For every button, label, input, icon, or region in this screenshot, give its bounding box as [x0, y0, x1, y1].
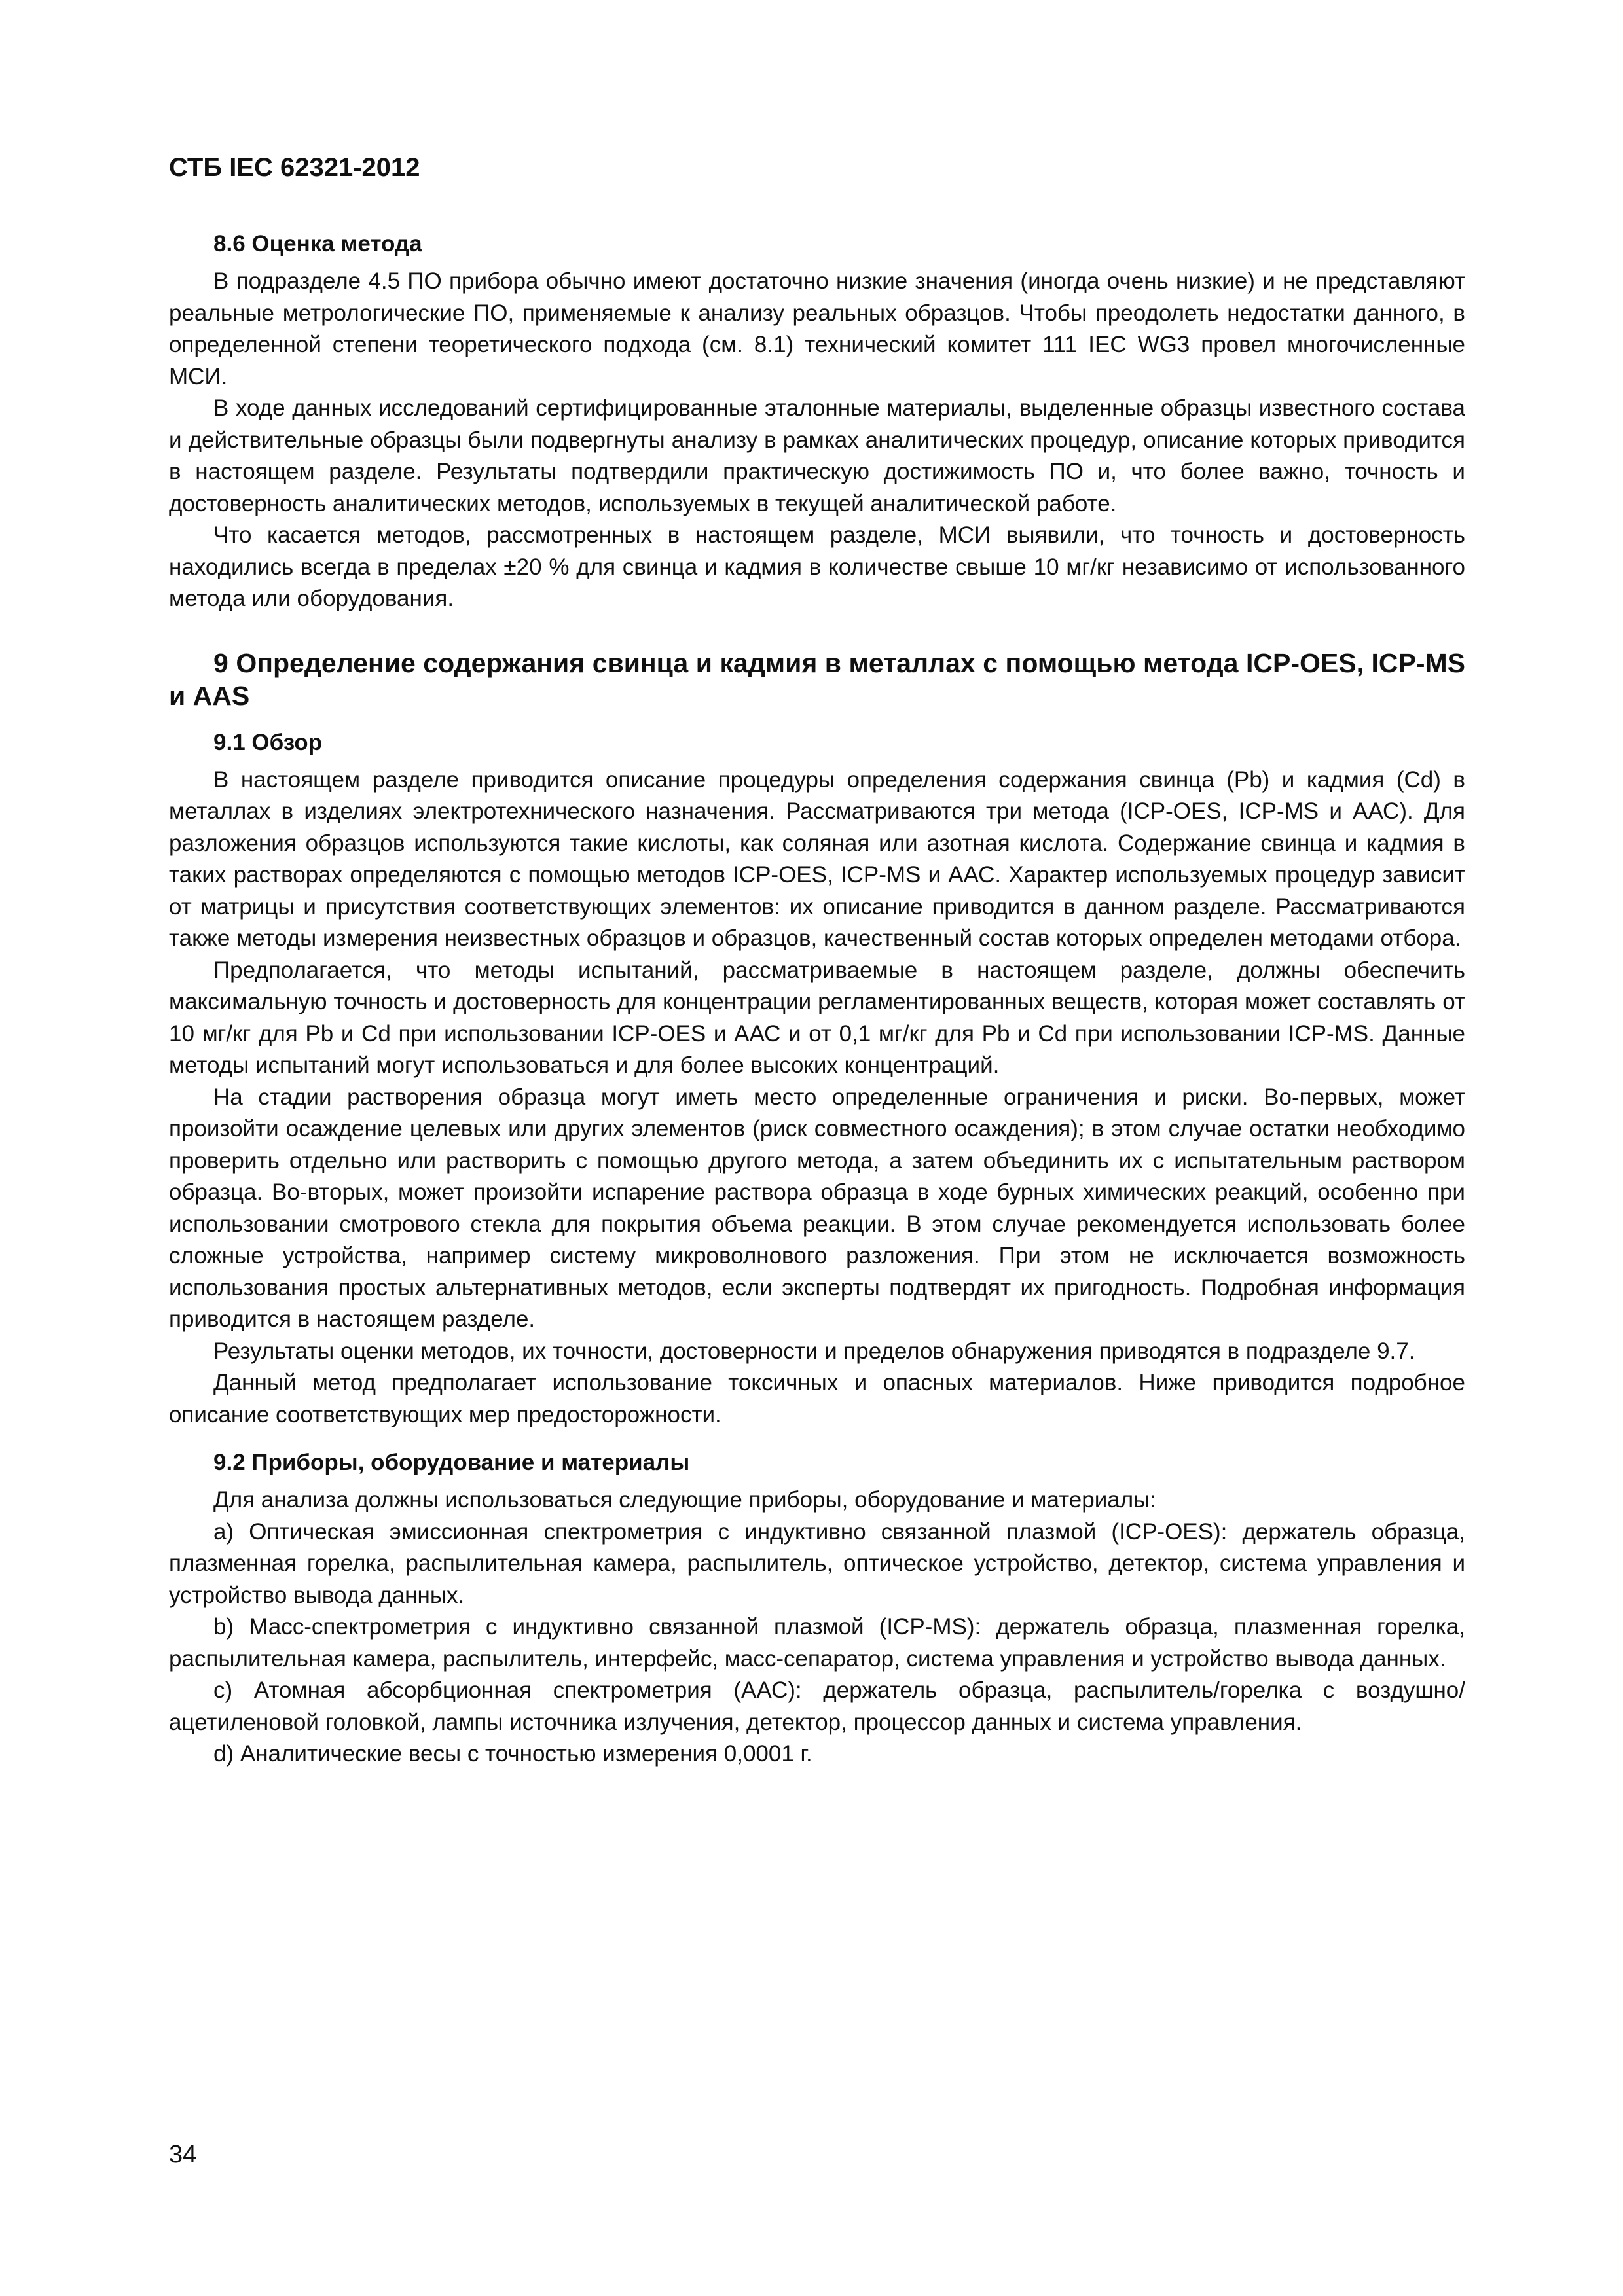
section-title-9: 9 Определение содержания свинца и кадмия в металлах с помощью метода ICP-OES, ICP-MS и AAS — [169, 647, 1465, 711]
paragraph: Результаты оценки методов, их точности, достоверности и пределов обнаружения приводятся в подразделе 9.7. — [213, 1338, 1415, 1364]
list-item: d) Аналитические весы с точностью измерения 0,0001 г. — [213, 1741, 812, 1767]
paragraph: В ходе данных исследований сертифицированные эталонные материалы, выделенные образцы известного состава и действительные образцы были подвергнуты анализу в рамках аналитических процедур, описание которых приводится в настоящем разделе. Результаты подтвердили практическую достижимость ПО и, что более важно, точность и достоверность аналитических методов, используемых в текущей аналитической работе. — [169, 395, 1465, 516]
subsection-title-9-1: 9.1 Обзор — [213, 729, 323, 755]
paragraph: Предполагается, что методы испытаний, рассматриваемые в настоящем разделе, должны обеспечить максимальную точность и достоверность для концентрации регламентированных веществ, которая может составлять от 10 мг/кг для Pb и Cd при использовании ICP-OES и ААС и от 0,1 мг/кг для Pb и Cd при использовании ICP-MS. Данные методы испытаний могут использоваться и для более высоких концентраций. — [169, 957, 1465, 1078]
list-item: a) Оптическая эмиссионная спектрометрия с индуктивно связанной плазмой (ICP-OES): держатель образца, плазменная горелка, распылительная камера, распылитель, оптическое устройство, детектор, система управления и устройство вывода данных. — [169, 1518, 1465, 1608]
paragraph: Для анализа должны использоваться следующие приборы, оборудование и материалы: — [213, 1487, 1157, 1513]
paragraph: В настоящем разделе приводится описание процедуры определения содержания свинца (Pb) и кадмия (Cd) в металлах в изделиях электротехнического назначения. Рассматриваются три метода (ICP-OES, ICP-MS и ААС). Для разложения образцов используются такие кислоты, как соляная или азотная кислота. Содержание свинца и кадмия в таких растворах определяются с помощью методов ICP-OES, ICP-MS и ААС. Характер используемых процедур зависит от матрицы и присутствия соответствующих элементов: их описание приводится в данном разделе. Рассматриваются также методы измерения неизвестных образцов и образцов, качественный состав которых определен методами отбора. — [169, 766, 1465, 951]
list-item: b) Масс-спектрометрия с индуктивно связанной плазмой (ICP-MS): держатель образца, плазменная горелка, распылительная камера, распылитель, интерфейс, масс-сепаратор, система управления и устройство вывода данных. — [169, 1614, 1465, 1672]
list-item: c) Атомная абсорбционная спектрометрия (ААС): держатель образца, распылитель/горелка с воздушно/ацетиленовой головкой, лампы источника излучения, детектор, процессор данных и система управления. — [169, 1677, 1465, 1735]
subsection-title-8-6: 8.6 Оценка метода — [213, 231, 422, 257]
subsection-title-9-2: 9.2 Приборы, оборудование и материалы — [213, 1450, 690, 1475]
paragraph: Что касается методов, рассмотренных в настоящем разделе, МСИ выявили, что точность и достоверность находились всегда в пределах ±20 % для свинца и кадмия в количестве свыше 10 мг/кг независимо от использованного метода или оборудования. — [169, 522, 1465, 611]
document-code: СТБ IEC 62321-2012 — [169, 153, 420, 182]
paragraph: В подразделе 4.5 ПО прибора обычно имеют достаточно низкие значения (иногда очень низкие) и не представляют реальные метрологические ПО, применяемые к анализу реальных образцов. Чтобы преодолеть недостатки данного, в определенной степени теоретического подхода (см. 8.1) технический комитет 111 IEC WG3 провел многочисленные МСИ. — [169, 268, 1465, 389]
page-number: 34 — [169, 2141, 197, 2168]
document-page — [169, 152, 1465, 1770]
paragraph: Данный метод предполагает использование токсичных и опасных материалов. Ниже приводится подробное описание соответствующих мер предосторожности. — [169, 1370, 1465, 1427]
paragraph: На стадии растворения образца могут иметь место определенные ограничения и риски. Во-первых, может произойти осаждение целевых или других элементов (риск совместного осаждения); в этом случае остатки необходимо проверить отдельно или растворить с помощью другого метода, а затем объединить их с испытательным раствором образца. Во-вторых, может произойти испарение раствора образца в ходе бурных химических реакций, особенно при использовании смотрового стекла для покрытия объема реакции. В этом случае рекомендуется использовать более сложные устройства, например систему микроволнового разложения. При этом не исключается возможность использования простых альтернативных методов, если эксперты подтвердят их пригодность. Подробная информация приводится в настоящем разделе. — [169, 1084, 1465, 1332]
